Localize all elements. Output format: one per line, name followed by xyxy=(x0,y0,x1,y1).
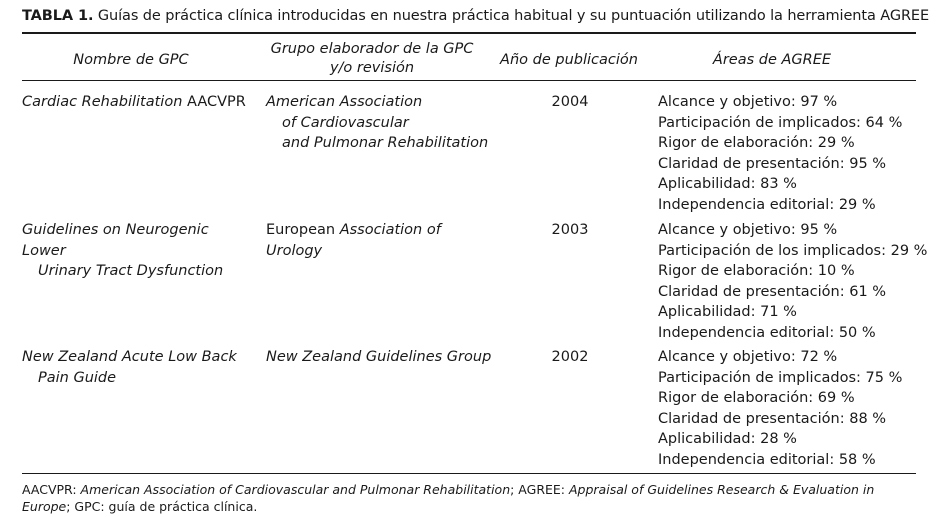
footnote-italic: Appraisal of Guidelines Research & Evaluation in Europe xyxy=(22,482,875,514)
agree-areas xyxy=(658,92,928,215)
agree-area: Independencia editorial: 29 % xyxy=(658,196,876,213)
agree-area: Aplicabilidad: 71 % xyxy=(658,304,797,320)
agree-area: Independencia editorial: 58 % xyxy=(658,451,876,468)
agree-area: Alcance y objetivo: 72 % xyxy=(658,349,838,365)
guideline-group xyxy=(266,347,496,368)
group-text-italic: Association of Urology xyxy=(266,222,441,259)
agree-area: Aplicabilidad: 83 % xyxy=(658,176,797,192)
bottom-rule xyxy=(22,473,916,474)
group-line: and Pulmonar Rehabilitation xyxy=(282,135,489,151)
header-rule xyxy=(22,80,916,81)
guideline-name-line1: Guidelines on Neurogenic Lower xyxy=(22,222,209,259)
table-caption xyxy=(22,8,930,24)
table-caption-text: Guías de práctica clínica introducidas en nuestra práctica habitual y su puntuación utilizando la herramienta AGREE xyxy=(97,8,930,24)
table-label: TABLA 1. xyxy=(22,8,94,24)
guideline-name xyxy=(22,92,254,113)
agree-area: Rigor de elaboración: 10 % xyxy=(658,263,855,279)
footnote-text: AACVPR: xyxy=(22,482,81,497)
footnote-italic: American Association of Cardiovascular and Pulmonar Rehabilitation xyxy=(80,482,511,497)
header-areas: Áreas de AGREE xyxy=(712,52,832,68)
agree-area: Rigor de elaboración: 69 % xyxy=(658,390,855,406)
top-rule xyxy=(22,32,916,34)
guideline-name-line1 xyxy=(22,92,254,113)
agree-area: Participación de implicados: 64 % xyxy=(658,114,903,131)
header-group-line1: Grupo elaborador de la GPC xyxy=(270,41,474,57)
agree-area: Alcance y objetivo: 95 % xyxy=(658,222,838,238)
agree-areas xyxy=(658,347,928,470)
header-group xyxy=(262,40,482,78)
publication-year: 2003 xyxy=(551,222,589,238)
guideline-name-line1: New Zealand Acute Low Back xyxy=(22,349,237,365)
guideline-name xyxy=(22,220,254,282)
agree-area: Independencia editorial: 50 % xyxy=(658,324,876,341)
group-line: American Association xyxy=(266,94,423,110)
footnote-text: ; GPC: guía de práctica clínica. xyxy=(66,499,258,514)
agree-areas xyxy=(658,220,928,343)
guideline-name-text: Cardiac Rehabilitation xyxy=(22,94,183,110)
publication-year: 2002 xyxy=(551,349,589,365)
guideline-name-line2: Urinary Tract Dysfunction xyxy=(38,263,224,279)
footnote-text: ; AGREE: xyxy=(510,482,569,497)
agree-area: Aplicabilidad: 28 % xyxy=(658,431,797,447)
agree-area: Rigor de elaboración: 29 % xyxy=(658,135,855,151)
agree-area: Claridad de presentación: 61 % xyxy=(658,283,887,300)
agree-area: Participación de implicados: 75 % xyxy=(658,369,903,386)
guideline-group xyxy=(266,92,496,154)
guideline-name xyxy=(22,347,254,388)
agree-area: Claridad de presentación: 88 % xyxy=(658,410,887,427)
guideline-abbr: AACVPR xyxy=(187,94,246,110)
guideline-group xyxy=(266,220,496,261)
group-line: of Cardiovascular xyxy=(282,114,409,131)
agree-area: Alcance y objetivo: 97 % xyxy=(658,94,838,110)
agree-area: Claridad de presentación: 95 % xyxy=(658,155,887,172)
header-name: Nombre de GPC xyxy=(73,52,189,68)
group-text-plain: European xyxy=(266,222,336,238)
publication-year: 2004 xyxy=(551,94,589,110)
group-line: New Zealand Guidelines Group xyxy=(266,349,492,365)
header-group-line2: y/o revisión xyxy=(329,60,415,76)
table-footnote xyxy=(22,481,922,515)
agree-area: Participación de los implicados: 29 % xyxy=(658,242,928,259)
header-year: Año de publicación xyxy=(500,52,638,68)
guideline-name-line2: Pain Guide xyxy=(38,369,117,386)
